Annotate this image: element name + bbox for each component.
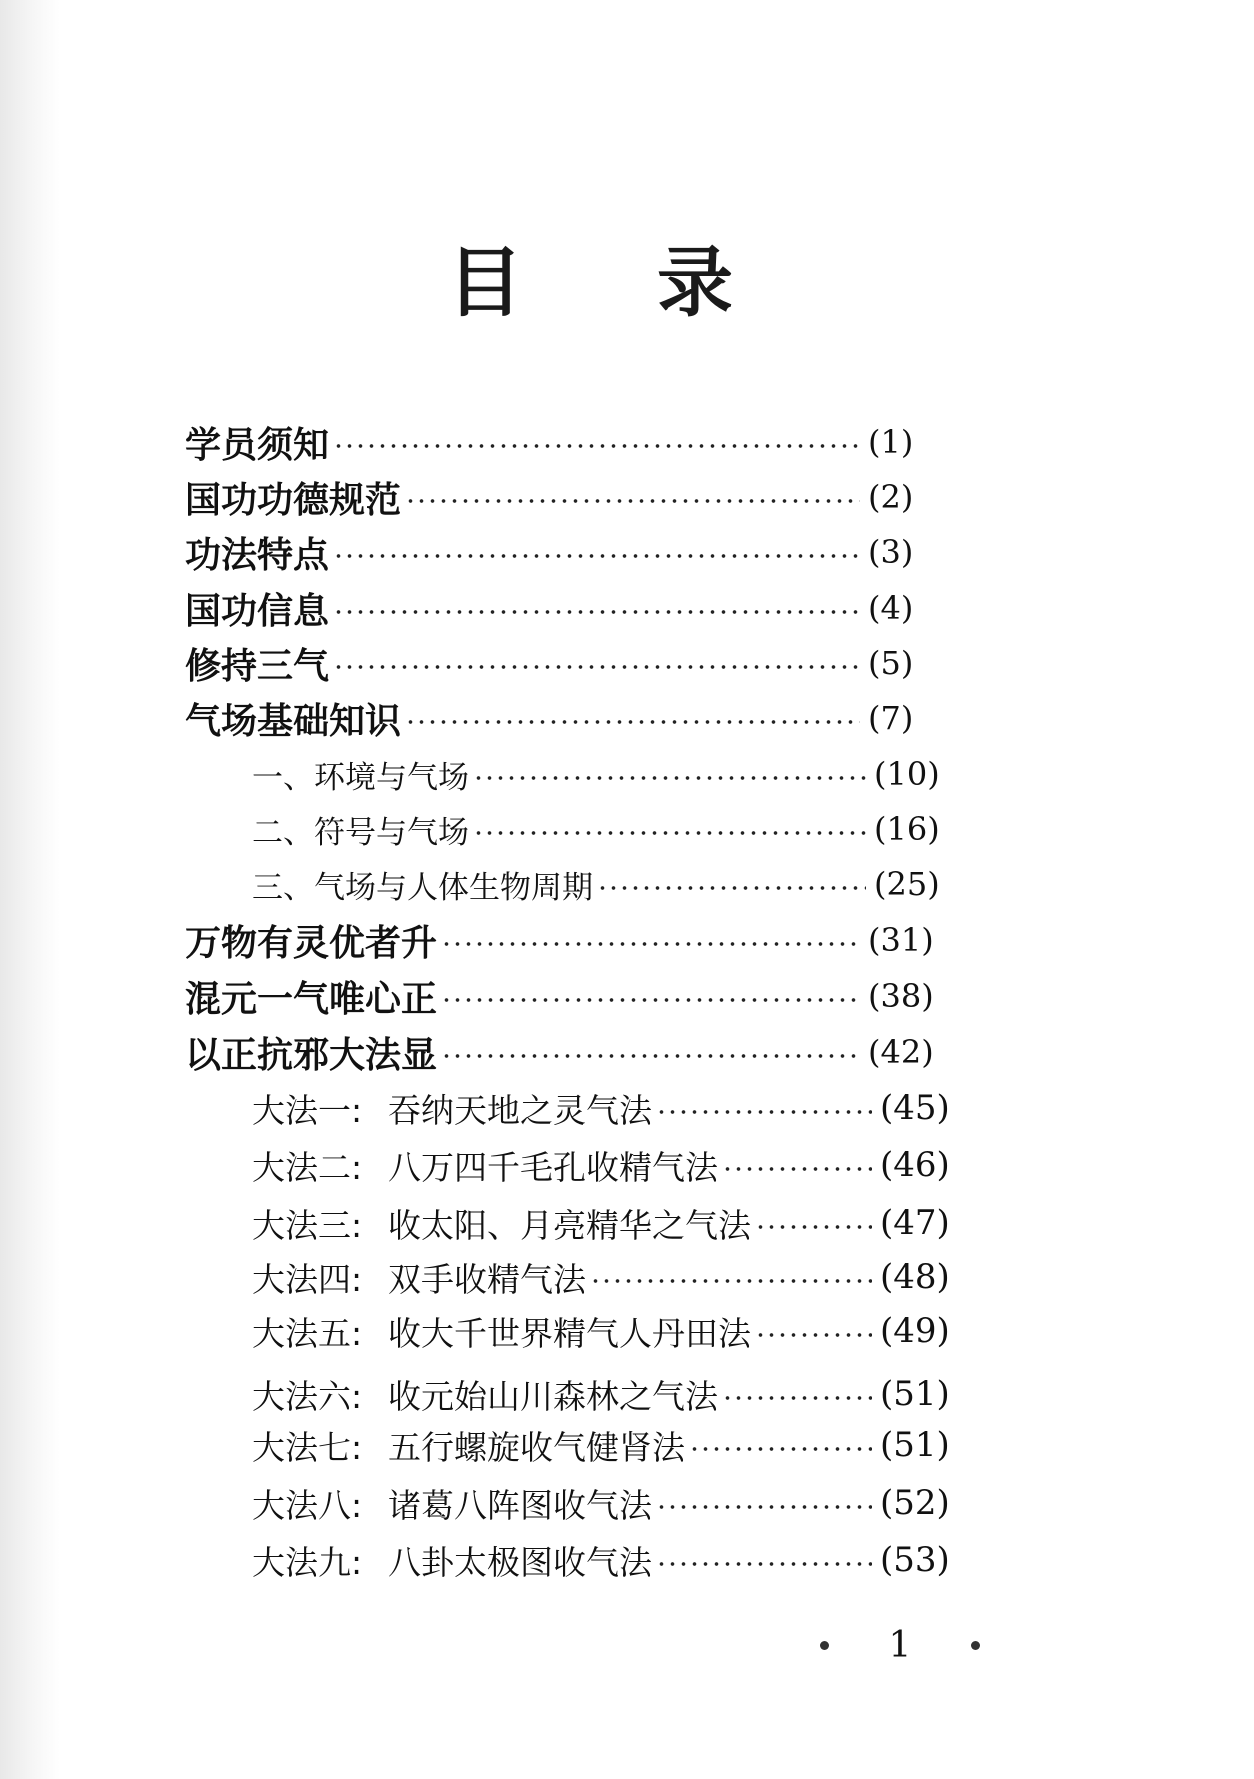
toc-subentry-label: 二、符号与气场 (252, 814, 469, 851)
toc-method-page: (45) (880, 1088, 950, 1128)
toc-leader-dots (597, 884, 866, 892)
toc-method-entry[interactable] (252, 1369, 952, 1419)
toc-entry[interactable] (185, 472, 930, 522)
toc-leader-dots (656, 1503, 872, 1511)
toc-method-prefix: 大法七: (252, 1427, 363, 1467)
toc-method-label (252, 1371, 718, 1418)
toc-leader-dots (333, 552, 860, 560)
toc-subentry[interactable] (252, 749, 944, 799)
toc-entry-label: 混元一气唯心正 (185, 978, 438, 1020)
toc-method-page: (52) (880, 1483, 950, 1523)
toc-method-page: (51) (880, 1425, 950, 1465)
toc-entry-label: 国功功德规范 (185, 479, 402, 521)
toc-method-prefix: 大法六: (252, 1376, 363, 1416)
toc-method-label (252, 1480, 652, 1527)
toc-entry-page: (42) (868, 1033, 934, 1071)
toc-subentry-page: (10) (874, 755, 940, 793)
toc-method-title: 五行螺旋收气健肾法 (388, 1427, 685, 1467)
footer-right-dot-icon (971, 1641, 980, 1650)
toc-entry-label: 功法特点 (185, 534, 330, 576)
toc-entry[interactable] (185, 915, 934, 965)
toc-method-page: (51) (880, 1374, 950, 1414)
toc-entry[interactable] (185, 417, 930, 467)
toc-method-page: (47) (880, 1203, 950, 1243)
toc-leader-dots (656, 1108, 872, 1116)
toc-leader-dots (333, 663, 860, 671)
toc-method-entry[interactable] (252, 1140, 952, 1190)
toc-entry-label: 学员须知 (185, 424, 330, 466)
title-char-1: 目 (447, 238, 523, 327)
toc-method-title: 诸葛八阵图收气法 (388, 1485, 652, 1525)
toc-method-title: 收太阳、月亮精华之气法 (388, 1205, 751, 1245)
toc-leader-dots (473, 774, 866, 782)
toc-leader-dots (473, 829, 866, 837)
toc-leader-dots (722, 1394, 872, 1402)
toc-subentry-page: (16) (874, 810, 940, 848)
toc-entry-label: 修持三气 (185, 645, 330, 687)
toc-method-label (252, 1142, 718, 1189)
toc-subentry[interactable] (252, 804, 944, 854)
toc-leader-dots (333, 442, 860, 450)
toc-entry[interactable] (185, 583, 930, 633)
toc-entry-page: (1) (868, 423, 914, 461)
toc-method-label (252, 1254, 586, 1301)
footer-left-dot-icon (820, 1641, 829, 1650)
toc-leader-dots (755, 1223, 872, 1231)
toc-method-title: 收大千世界精气人丹田法 (388, 1313, 751, 1353)
title-char-2: 录 (657, 238, 733, 327)
toc-subentry-label: 一、环境与气场 (252, 759, 469, 796)
toc-subentry[interactable] (252, 859, 944, 909)
toc-leader-dots (590, 1277, 872, 1285)
toc-method-prefix: 大法八: (252, 1485, 363, 1525)
toc-leader-dots (656, 1560, 872, 1568)
toc-method-title: 吞纳天地之灵气法 (388, 1090, 652, 1130)
toc-leader-dots (333, 608, 860, 616)
toc-leader-dots (722, 1165, 872, 1173)
toc-entry-page: (4) (868, 589, 914, 627)
toc-method-title: 收元始山川森林之气法 (388, 1376, 718, 1416)
toc-method-label (252, 1422, 685, 1469)
toc-method-title: 双手收精气法 (388, 1259, 586, 1299)
toc-method-label (252, 1200, 751, 1247)
toc-method-entry[interactable] (252, 1252, 952, 1302)
toc-entry-page: (5) (868, 644, 914, 682)
toc-entry-page: (7) (868, 699, 914, 737)
toc-method-title: 八万四千毛孔收精气法 (388, 1147, 718, 1187)
toc-method-page: (48) (880, 1257, 950, 1297)
toc-entry-page: (38) (868, 977, 934, 1015)
toc-entry-label: 以正抗邪大法显 (185, 1034, 438, 1076)
toc-method-entry[interactable] (252, 1478, 952, 1528)
toc-entry-page: (2) (868, 478, 914, 516)
toc-method-prefix: 大法四: (252, 1259, 363, 1299)
toc-leader-dots (441, 1052, 860, 1060)
page-footer (820, 1620, 980, 1670)
toc-method-page: (49) (880, 1311, 950, 1351)
toc-entry[interactable] (185, 971, 934, 1021)
toc-method-label (252, 1308, 751, 1355)
toc-subentry-label: 三、气场与人体生物周期 (252, 869, 593, 906)
toc-entry-page: (3) (868, 533, 914, 571)
toc-method-entry[interactable] (252, 1535, 952, 1585)
toc-method-prefix: 大法三: (252, 1205, 363, 1245)
toc-method-entry[interactable] (252, 1198, 952, 1248)
toc-method-title: 八卦太极图收气法 (388, 1542, 652, 1582)
toc-entry-label: 气场基础知识 (185, 700, 402, 742)
toc-entry[interactable] (185, 693, 930, 743)
toc-method-prefix: 大法五: (252, 1313, 363, 1353)
toc-method-label (252, 1085, 652, 1132)
toc-method-prefix: 大法二: (252, 1147, 363, 1187)
toc-entry-label: 国功信息 (185, 590, 330, 632)
toc-method-entry[interactable] (252, 1306, 952, 1356)
toc-method-entry[interactable] (252, 1420, 952, 1470)
toc-entry-page: (31) (868, 921, 934, 959)
toc-method-label (252, 1537, 652, 1584)
toc-leader-dots (689, 1445, 872, 1453)
toc-entry[interactable] (185, 1027, 934, 1077)
toc-leader-dots (441, 940, 860, 948)
toc-entry-label: 万物有灵优者升 (185, 922, 438, 964)
toc-entry[interactable] (185, 527, 930, 577)
toc-leader-dots (405, 497, 860, 505)
toc-method-prefix: 大法九: (252, 1542, 363, 1582)
toc-method-page: (53) (880, 1540, 950, 1580)
toc-method-prefix: 大法一: (252, 1090, 363, 1130)
toc-leader-dots (405, 718, 860, 726)
toc-method-entry[interactable] (252, 1083, 952, 1133)
toc-leader-dots (441, 996, 860, 1004)
page-number: 1 (888, 1624, 912, 1666)
toc-subentry-page: (25) (874, 865, 940, 903)
toc-method-page: (46) (880, 1145, 950, 1185)
toc-leader-dots (755, 1331, 872, 1339)
toc-entry[interactable] (185, 638, 930, 688)
